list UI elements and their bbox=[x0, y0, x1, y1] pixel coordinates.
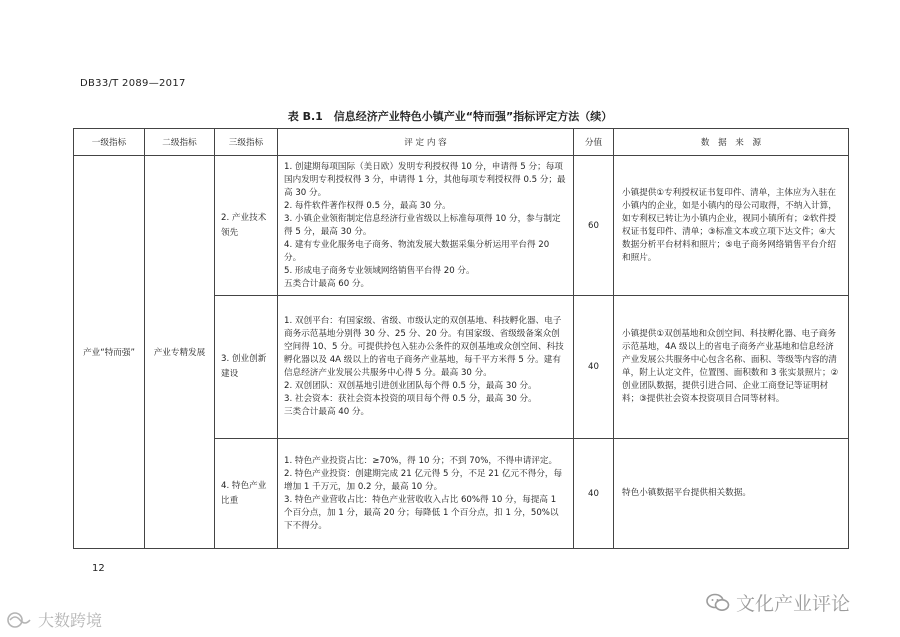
table-title: 表 B.1 信息经济产业特色小镇产业“特而强”指标评定方法（续） bbox=[287, 110, 613, 123]
score-cell: 40 bbox=[574, 296, 614, 439]
header-level2: 二级指标 bbox=[145, 129, 215, 156]
watermark-right bbox=[706, 589, 850, 616]
header-content: 评 定 内 容 bbox=[278, 129, 574, 156]
table-row bbox=[74, 156, 849, 296]
document-code: DB33/T 2089—2017 bbox=[80, 78, 186, 89]
watermark-left-text: 大数跨境 bbox=[38, 611, 103, 630]
level2-cell: 产业专精发展 bbox=[145, 156, 215, 549]
header-level1: 一级指标 bbox=[74, 129, 145, 156]
level3-cell: 3. 创业创新建设 bbox=[215, 296, 278, 439]
score-cell: 40 bbox=[574, 439, 614, 549]
source-cell: 特色小镇数据平台提供相关数据。 bbox=[614, 439, 849, 549]
content-cell bbox=[278, 296, 574, 439]
content-cell bbox=[278, 156, 574, 296]
content-line: 2. 特色产业投资：创建期完成 21 亿元得 5 分，不足 21 亿元不得分，每增加 1 千万元，加 0.2 分，最高 10 分。 bbox=[284, 468, 563, 492]
content-line: 五类合计最高 60 分。 bbox=[284, 278, 370, 289]
score-cell: 60 bbox=[574, 156, 614, 296]
watermark-left bbox=[6, 608, 102, 631]
header-source: 数 据 来 源 bbox=[614, 129, 849, 156]
content-line: 4. 建有专业化服务电子商务、物流发展大数据采集分析运用平台得 20 分。 bbox=[284, 239, 550, 263]
header-score: 分值 bbox=[574, 129, 614, 156]
content-line: 1. 双创平台：有国家级、省级、市级认定的双创基地、科技孵化器、电子商务示范基地分别得 30 分、25 分、20 分。有国家级、省级级备案众创空间得 10、5 分。可提供拎包入驻办公条件的双创基地或众创空间、科技孵化器以及 4A 级以上的省电子商务产业基地，每千平方米得 5 分。建有信息经济产业发展公共服务中心得 5 分。最高 30 分。 bbox=[284, 316, 564, 378]
level3-cell: 4. 特色产业比重 bbox=[215, 439, 278, 549]
watermark-right-text: 文化产业评论 bbox=[736, 593, 851, 615]
content-line: 2. 双创团队：双创基地引进创业团队每个得 0.5 分，最高 30 分。 bbox=[284, 381, 537, 391]
content-line: 5. 形成电子商务专业领域网络销售平台得 20 分。 bbox=[284, 265, 475, 276]
header-level3: 三级指标 bbox=[215, 129, 278, 156]
level1-cell: 产业“特而强” bbox=[74, 156, 145, 549]
indicator-table bbox=[73, 128, 849, 549]
content-line: 3. 特色产业营收占比：特色产业营收收入占比 60%得 10 分，每提高 1 个百分点，加 1 分，最高 20 分；每降低 1 个百分点，扣 1 分，50%以下不得分。 bbox=[284, 494, 559, 531]
content-line: 1. 创建期每项国际（美日欧）发明专利授权得 10 分，申请得 5 分；每项国内发明专利授权得 3 分，申请得 1 分，其他每项专利授权得 0.5 分；最高 30 分。 bbox=[284, 161, 566, 198]
page-number: 12 bbox=[92, 563, 105, 574]
content-line: 1. 特色产业投资占比：≥70%，得 10 分；不到 70%，不得申请评定。 bbox=[284, 455, 558, 466]
table-header-row bbox=[74, 129, 849, 156]
wechat-icon bbox=[706, 593, 730, 613]
content-line: 3. 社会资本：获社会资本投资的项目每个得 0.5 分，最高 30 分。 bbox=[284, 394, 537, 404]
watermark-logo-icon bbox=[6, 610, 34, 630]
source-cell: 小镇提供①专利授权证书复印件、清单，主体应为入驻在小镇内的企业，如是小镇内的母公司取得，不纳入计算，如专利权已转让为小镇内企业，视同小镇所有；②软件授权证书复印件、清单；③标准文本或立项下达文件；④大数据分析平台材料和照片；⑤电子商务网络销售平台介绍和照片。 bbox=[614, 156, 849, 296]
content-line: 3. 小镇企业领衔制定信息经济行业省级以上标准每项得 10 分，参与制定得 5 分，最高 30 分。 bbox=[284, 213, 561, 237]
content-line: 2. 每件软件著作权得 0.5 分，最高 30 分。 bbox=[284, 200, 451, 211]
level3-cell: 2. 产业技术领先 bbox=[215, 156, 278, 296]
content-line: 三类合计最高 40 分。 bbox=[284, 407, 370, 417]
source-cell: 小镇提供①双创基地和众创空间、科技孵化器、电子商务示范基地，4A 级以上的省电子商务产业基地和信息经济产业发展公共服务中心包含名称、面积、等级等内容的清单，附上认定文件，位置图、面积数和 3 张实景照片；②创业团队数据，提供引进合同、企业工商登记等证明材料；③提供社会资本投资项目合同等材料。 bbox=[614, 296, 849, 439]
content-cell bbox=[278, 439, 574, 549]
